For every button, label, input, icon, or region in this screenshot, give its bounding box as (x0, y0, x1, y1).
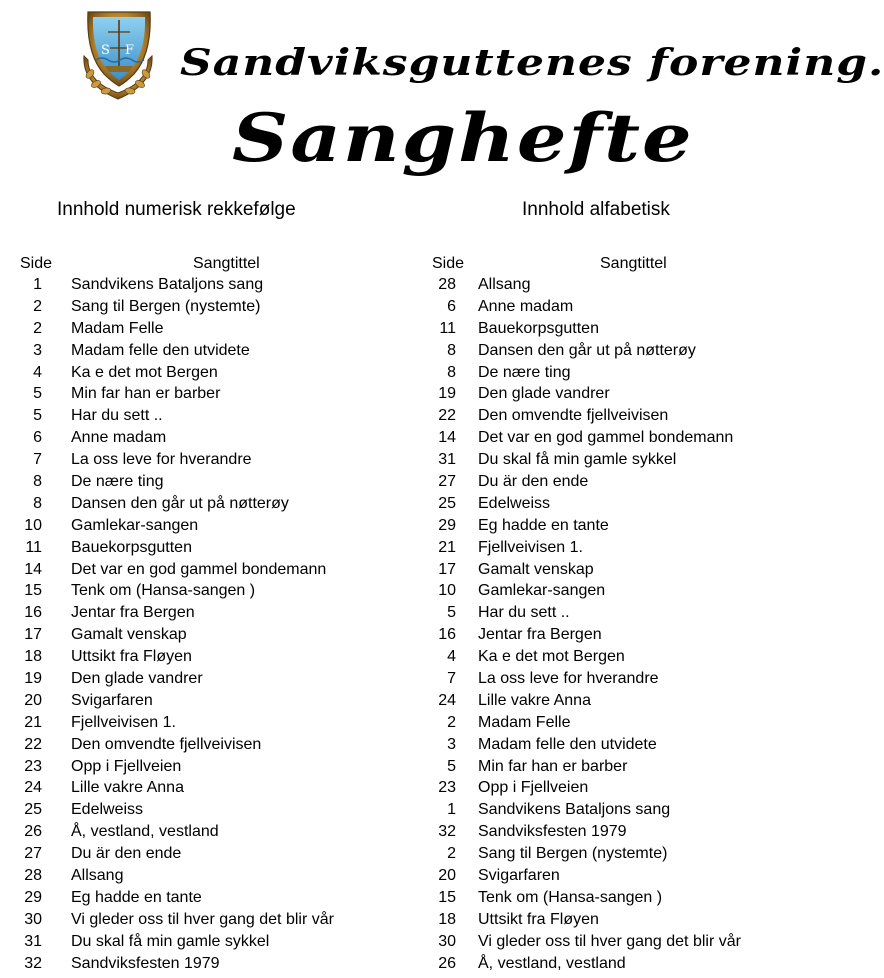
song-row (400, 909, 800, 931)
song-row (0, 340, 400, 362)
alphabetic-contents-heading: Innhold alfabetisk (522, 199, 670, 220)
song-title: Jentar fra Bergen (71, 604, 195, 622)
alpha-title-column-header: Sangtittel (600, 255, 667, 272)
song-row (400, 515, 800, 537)
document-title: Sanghefte (232, 100, 694, 178)
song-title: Ka e det mot Bergen (478, 648, 625, 666)
song-row (400, 362, 800, 384)
page-number: 20 (438, 867, 456, 885)
song-row (0, 909, 400, 931)
song-title: Opp i Fjellveien (478, 779, 589, 797)
song-row (400, 405, 800, 427)
page-number: 6 (447, 297, 456, 315)
song-title: La oss leve for hverandre (71, 451, 252, 469)
page-number: 1 (447, 801, 456, 819)
song-row (0, 668, 400, 690)
song-title: Gamalt venskap (71, 626, 187, 644)
page-number: 21 (438, 538, 456, 556)
page-number: 31 (438, 451, 456, 469)
song-row (0, 493, 400, 515)
song-row (400, 471, 800, 493)
page-number: 17 (24, 626, 42, 644)
page-number: 11 (439, 319, 456, 337)
page-number: 25 (24, 801, 42, 819)
song-row (0, 405, 400, 427)
song-row (0, 274, 400, 296)
song-row (0, 449, 400, 471)
song-title: Svigarfaren (71, 691, 153, 709)
song-title: Å, vestland, vestland (478, 954, 626, 972)
page-number: 19 (24, 670, 42, 688)
page-number: 14 (438, 429, 456, 447)
page-number: 29 (438, 516, 456, 534)
song-title: Eg hadde en tante (478, 516, 609, 534)
page-number: 31 (24, 932, 42, 950)
page-number: 18 (24, 648, 42, 666)
song-title: La oss leve for hverandre (478, 670, 659, 688)
song-row (0, 821, 400, 843)
page-number: 32 (438, 823, 456, 841)
song-row (400, 537, 800, 559)
song-title: Dansen den går ut på nøtterøy (71, 494, 289, 512)
song-row (0, 580, 400, 602)
song-row (0, 362, 400, 384)
song-title: Den omvendte fjellveivisen (71, 735, 262, 753)
page-number: 23 (438, 779, 456, 797)
song-row (0, 559, 400, 581)
page-number: 16 (438, 626, 456, 644)
alphabetic-song-list (400, 274, 800, 975)
page-number: 5 (447, 757, 456, 775)
song-title: Gamlekar-sangen (71, 516, 199, 534)
song-title: Sandviksfesten 1979 (71, 954, 220, 972)
song-row (0, 646, 400, 668)
song-title: Anne madam (478, 297, 574, 315)
page-number: 4 (447, 648, 456, 666)
page-number: 29 (24, 888, 42, 906)
page-number: 24 (438, 691, 456, 709)
page-number: 8 (447, 363, 456, 381)
song-row (400, 559, 800, 581)
song-title: Ka e det mot Bergen (71, 363, 218, 381)
song-title: De nære ting (71, 473, 164, 491)
song-title: Du skal få min gamle sykkel (478, 451, 677, 469)
song-title: Anne madam (71, 429, 167, 447)
song-title: De nære ting (478, 363, 571, 381)
song-row (400, 931, 800, 953)
song-title: Fjellveivisen 1. (71, 713, 176, 731)
song-title: Dansen den går ut på nøtterøy (478, 341, 696, 359)
song-title: Tenk om (Hansa-sangen ) (71, 582, 256, 600)
page-number: 15 (438, 888, 456, 906)
page-number: 15 (24, 582, 42, 600)
song-row (400, 777, 800, 799)
song-row (400, 734, 800, 756)
song-title: Allsang (71, 867, 124, 885)
page-number: 27 (438, 473, 456, 491)
page-number: 18 (438, 910, 456, 928)
song-title: Allsang (478, 276, 531, 293)
song-title: Madam Felle (478, 713, 571, 731)
song-title: Sang til Bergen (nystemte) (478, 845, 668, 863)
page-number: 8 (33, 494, 42, 512)
page-number: 7 (33, 451, 42, 469)
song-title: Svigarfaren (478, 867, 560, 885)
song-title: Madam Felle (71, 319, 164, 337)
song-row (400, 624, 800, 646)
song-row (400, 318, 800, 340)
song-row (0, 931, 400, 953)
song-row (0, 953, 400, 975)
song-title: Det var en god gammel bondemann (478, 429, 734, 447)
page-number: 17 (438, 560, 456, 578)
page-number: 6 (33, 429, 42, 447)
page-number: 32 (24, 954, 42, 972)
song-row (400, 427, 800, 449)
song-row (0, 799, 400, 821)
song-row (0, 734, 400, 756)
page-number: 5 (447, 604, 456, 622)
page-number: 10 (24, 516, 42, 534)
song-row (400, 493, 800, 515)
song-row (0, 537, 400, 559)
page-number: 30 (24, 910, 42, 928)
page-number: 25 (438, 494, 456, 512)
page-number: 2 (447, 713, 456, 731)
page-number: 28 (438, 276, 456, 293)
organization-name: Sandviksguttenes forening. (180, 42, 884, 84)
page-number: 23 (24, 757, 42, 775)
page-number: 8 (447, 341, 456, 359)
song-title: Opp i Fjellveien (71, 757, 182, 775)
song-row (0, 471, 400, 493)
song-row (0, 712, 400, 734)
song-row (400, 580, 800, 602)
song-row (400, 274, 800, 296)
song-title: Gamlekar-sangen (478, 582, 606, 600)
page-number: 1 (33, 276, 42, 293)
page-number: 3 (33, 341, 42, 359)
song-title: Sang til Bergen (nystemte) (71, 297, 261, 315)
song-title: Vi gleder oss til hver gang det blir vår (71, 910, 334, 928)
song-title: Lille vakre Anna (71, 779, 184, 797)
song-title: Den omvendte fjellveivisen (478, 407, 669, 425)
song-row (400, 887, 800, 909)
song-title: Gamalt venskap (478, 560, 594, 578)
page-number: 30 (438, 932, 456, 950)
page-number: 26 (24, 823, 42, 841)
song-row (400, 953, 800, 975)
song-title: Uttsikt fra Fløyen (478, 910, 599, 928)
society-badge-logo (78, 4, 160, 102)
song-title: Den glade vandrer (478, 385, 610, 403)
song-row (0, 318, 400, 340)
song-title: Sandvikens Bataljons sang (71, 276, 264, 293)
song-row (400, 383, 800, 405)
song-row (400, 756, 800, 778)
page-number: 8 (33, 473, 42, 491)
page-number: 7 (447, 670, 456, 688)
song-row (400, 821, 800, 843)
badge-letter-f: F (125, 43, 135, 58)
song-title: Har du sett .. (478, 604, 570, 622)
song-row (0, 887, 400, 909)
song-title: Lille vakre Anna (478, 691, 591, 709)
page-number: 10 (438, 582, 456, 600)
song-title: Bauekorpsgutten (478, 319, 599, 337)
song-row (400, 668, 800, 690)
song-row (400, 646, 800, 668)
page-number: 2 (33, 297, 42, 315)
numeric-contents-heading: Innhold numerisk rekkefølge (57, 199, 296, 220)
page-number: 14 (24, 560, 42, 578)
page-number: 5 (33, 407, 42, 425)
song-title: Edelweiss (71, 801, 144, 819)
alpha-side-column-header: Side (432, 255, 465, 272)
song-title: Vi gleder oss til hver gang det blir vår (478, 932, 741, 950)
song-row (0, 427, 400, 449)
song-title: Det var en god gammel bondemann (71, 560, 327, 578)
song-row (0, 515, 400, 537)
page-number: 22 (438, 407, 456, 425)
song-title: Min far han er barber (478, 757, 628, 775)
song-title: Du är den ende (71, 845, 182, 863)
song-row (0, 843, 400, 865)
song-title: Uttsikt fra Fløyen (71, 648, 192, 666)
song-title: Bauekorpsgutten (71, 538, 192, 556)
song-row (400, 712, 800, 734)
song-row (400, 865, 800, 887)
song-title: Tenk om (Hansa-sangen ) (478, 888, 663, 906)
song-title: Edelweiss (478, 494, 551, 512)
song-row (400, 602, 800, 624)
page-number: 20 (24, 691, 42, 709)
page-number: 16 (24, 604, 42, 622)
song-title: Jentar fra Bergen (478, 626, 602, 644)
page-number: 21 (24, 713, 42, 731)
song-title: Eg hadde en tante (71, 888, 202, 906)
page-number: 2 (447, 845, 456, 863)
page-number: 26 (438, 954, 456, 972)
song-row (400, 296, 800, 318)
song-row (0, 690, 400, 712)
song-row (0, 777, 400, 799)
page-number: 3 (447, 735, 456, 753)
song-row (0, 383, 400, 405)
page-number: 28 (24, 867, 42, 885)
song-row (0, 865, 400, 887)
song-title: Madam felle den utvidete (478, 735, 657, 753)
page-number: 24 (24, 779, 42, 797)
page-number: 4 (33, 363, 42, 381)
song-row (0, 602, 400, 624)
song-title: Du skal få min gamle sykkel (71, 932, 270, 950)
song-row (400, 340, 800, 362)
song-row (400, 843, 800, 865)
page-number: 22 (24, 735, 42, 753)
song-title: Du är den ende (478, 473, 589, 491)
page-number: 19 (438, 385, 456, 403)
page-number: 2 (33, 319, 42, 337)
numeric-song-list (0, 274, 400, 975)
page-number: 27 (24, 845, 42, 863)
song-title: Den glade vandrer (71, 670, 203, 688)
song-title: Madam felle den utvidete (71, 341, 250, 359)
song-title: Å, vestland, vestland (71, 823, 219, 841)
page-number: 11 (25, 538, 42, 556)
song-row (400, 799, 800, 821)
song-row (0, 624, 400, 646)
song-row (0, 296, 400, 318)
song-title: Fjellveivisen 1. (478, 538, 583, 556)
numeric-side-column-header: Side (20, 255, 53, 272)
song-title: Sandviksfesten 1979 (478, 823, 627, 841)
song-title: Har du sett .. (71, 407, 163, 425)
page-number: 5 (33, 385, 42, 403)
song-title: Sandvikens Bataljons sang (478, 801, 671, 819)
song-row (400, 449, 800, 471)
song-row (0, 756, 400, 778)
badge-letter-s: S (101, 43, 110, 58)
song-row (400, 690, 800, 712)
song-title: Min far han er barber (71, 385, 221, 403)
numeric-title-column-header: Sangtittel (193, 255, 260, 272)
